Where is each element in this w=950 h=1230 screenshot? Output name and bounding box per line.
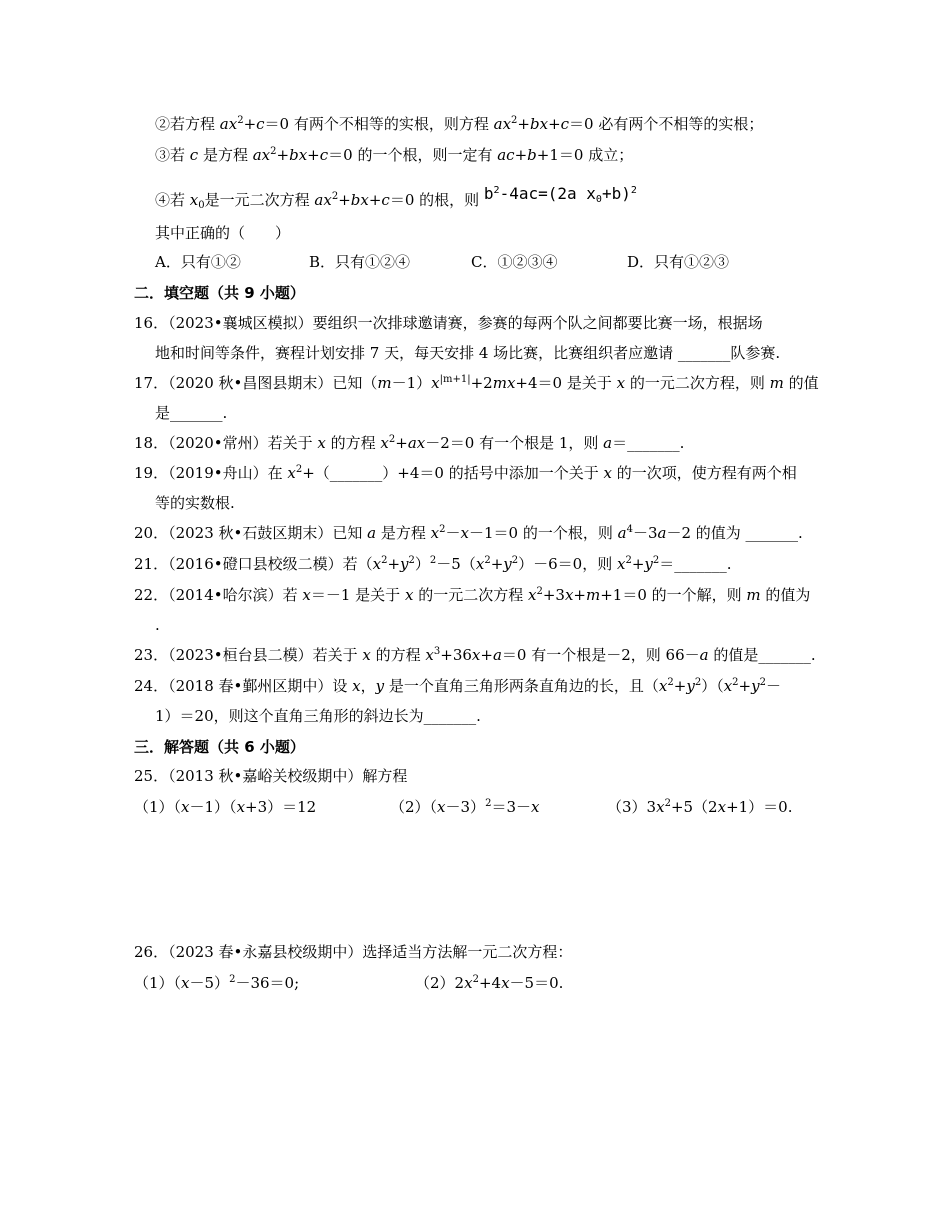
statement-2: ②若方程 $ax^2+c=0$ 有两个不相等的实根，则方程 $ax^2+bx+c=0$ 必有两个不相等的实根； [155,115,764,133]
q18: 18．（2020•常州）若关于 x 的方程 $x^2+ax-2=0$ 有一个根是 1，则 a＝_______. [134,434,685,452]
statement-4: ④若 $x_0$是一元二次方程 $ax^2+bx+c=0$ 的根，则 $b^2-4ac=(2a$ $x_0+b)^2$ [155,184,637,211]
section-heading-fill-blank: 二．填空题（共 9 小题） [134,284,305,302]
option-d: D．只有①②③ [627,253,730,271]
q17-line2: 是_______. [155,404,228,422]
q22-line1: 22．（2014•哈尔滨）若 x＝－1 是关于 x 的一元二次方程 $x^2+3x+m+1=0$ 的一个解，则 m 的值为 [134,586,811,604]
q26-part1: $(1)(x-5)^2-36=0$; [134,974,300,992]
option-b: B．只有①②④ [309,253,411,271]
q16-line1: 16．（2023•襄城区模拟）要组织一次排球邀请赛，参赛的每两个队之间都要比赛一场，根据场 [134,314,763,332]
q25-part1: （1）（x－1）（x+3）＝12 [134,798,317,816]
formula-image: $b^2-4ac=(2a$ $x_0+b)^2$ [483,184,637,205]
section-heading-solve: 三．解答题（共 6 小题） [134,738,305,756]
q26-part2: $(2)2x^2+4x-5=0$. [415,974,564,992]
statement-3: ③若 c 是方程 $ax^2+bx+c=0$ 的一个根，则一定有 ac+b+1＝0 成立； [155,146,634,164]
q25-part3: $(3)3x^2+5(2x+1)=0$. [607,798,793,816]
q25-title: 25．（2013 秋•嘉峪关校级期中）解方程 [134,767,408,785]
q24-line2: 1）＝20，则这个直角三角形的斜边长为_______. [155,707,481,725]
q23: 23．（2023•桓台县二模）若关于 x 的方程 $x^3+36x+a=0$ 有一个根是－2，则 66－a 的值是_______. [134,646,816,664]
q24-line1: 24．（2018 春•鄞州区期中）设 x，y 是一个直角三角形两条直角边的长，且$(x^2+y^2)(x^2+y^2-$ [134,677,781,695]
q22-line2: . [155,616,160,634]
q20: 20．（2023 秋•石鼓区期末）已知 a 是方程 $x^2-x-1=0$ 的一个根，则 $a^4-3a-2$ 的值为 _______. [134,524,803,542]
option-c: C．①②③④ [471,253,558,271]
q19-line1: 19．（2019•舟山）在 $x^2+(\_\_\_\_\_\_\_)+4=0$ 的括号中添加一个关于 x 的一次项，使方程有两个相 [134,464,797,482]
q25-part2: $(2)(x-3)^2=3-x$ [390,798,540,816]
q21: 21．（2016•磴口县校级二模）若$(x^2+y^2)^2-5(x^2+y^2)-6=0$，则 $x^2+y^2=\_\_\_\_\_\_\_$. [134,555,732,573]
q19-line2: 等的实数根. [155,494,235,512]
question-prompt: 其中正确的（ ） [155,224,291,242]
q16-line2: 地和时间等条件，赛程计划安排 7 天，每天安排 4 场比赛，比赛组织者应邀请 _______队参赛. [155,344,781,362]
q17-line1: 17．（2020 秋•昌图县期末）已知$(m-1)x^{|m+1|}+2mx+4=0$ 是关于 x 的一元二次方程，则 m 的值 [134,374,819,392]
option-a: A．只有①② [155,253,241,271]
q26-title: 26．（2023 春•永嘉县校级期中）选择适当方法解一元二次方程： [134,943,573,961]
